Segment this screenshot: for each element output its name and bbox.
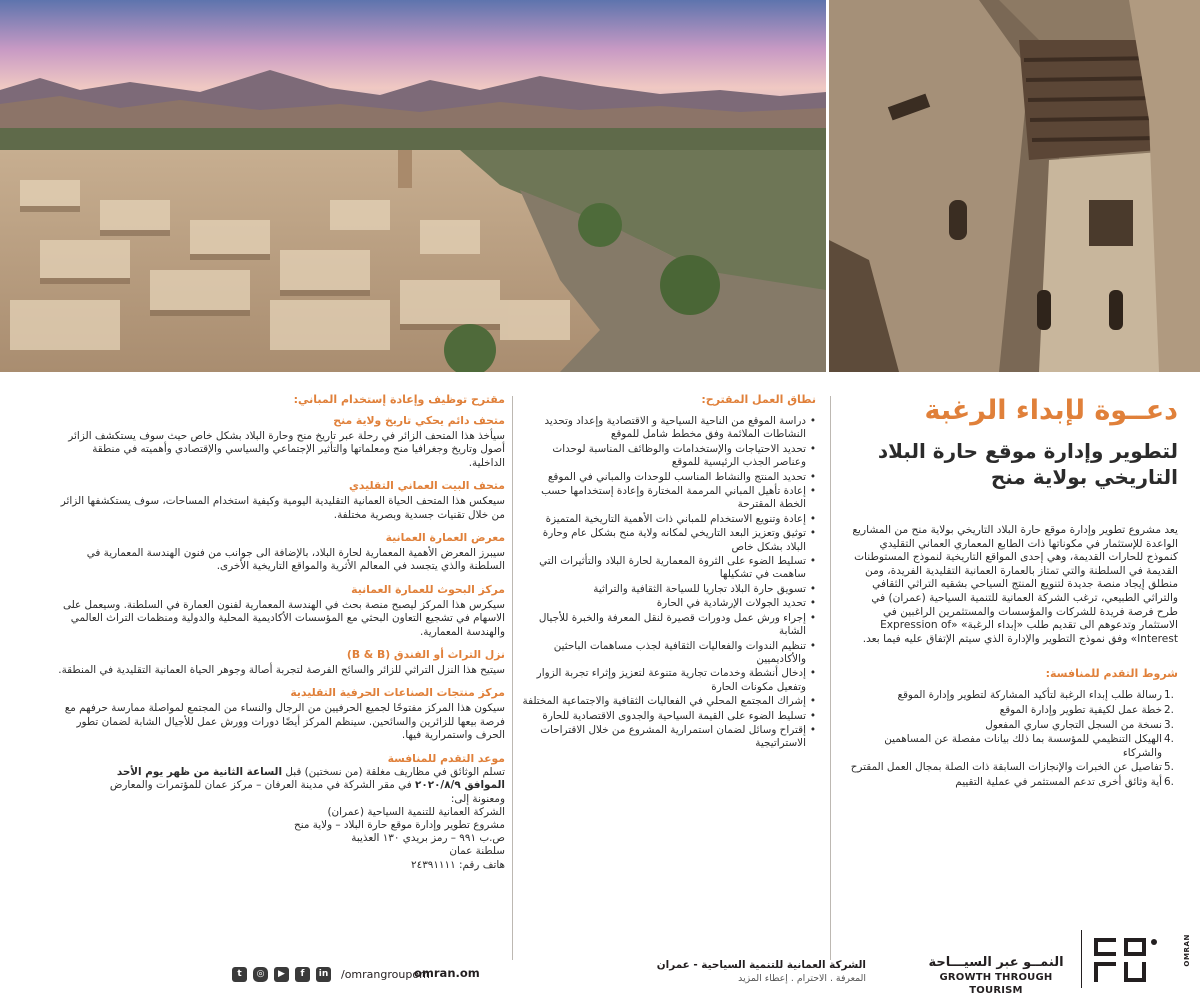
item-text: الهيكل التنظيمي للمؤسسة بما ذلك بيانات مفصلة عن المساهمين والشركاء bbox=[884, 733, 1162, 759]
list-item: • إشراك المجتمع المحلي في الفعاليات الثقافية والاجتماعية المختلفة bbox=[520, 695, 816, 708]
item-number: 4. bbox=[1164, 733, 1174, 746]
reuse-item bbox=[58, 647, 505, 677]
reuse-item bbox=[58, 685, 505, 742]
fort-interior-photo bbox=[829, 0, 1200, 372]
item-number: 2. bbox=[1164, 703, 1174, 716]
deadline-location: في مقر الشركة في مدينة العرفان – مركز عمان للمؤتمرات والمعارض bbox=[109, 779, 416, 792]
reuse-item-title: معرض العمارة العمانية bbox=[385, 531, 505, 545]
reuse-item-title: متحف البيت العماني التقليدي bbox=[348, 479, 505, 493]
list-item bbox=[848, 719, 1178, 733]
list-item: • تسليط الضوء على الثروة المعمارية لحارة البلاد والتأثيرات التي ساهمت في تشكيلها bbox=[520, 555, 816, 582]
column-divider bbox=[830, 396, 831, 960]
item-number: 5. bbox=[1164, 761, 1174, 774]
list-item: • تحديد المنتج والنشاط المناسب للوحدات والمباني في الموقع bbox=[520, 471, 816, 484]
reuse-item-title: متحف دائم يحكي تاريخ ولاية منح bbox=[333, 414, 505, 427]
linkedin-icon[interactable]: in bbox=[316, 967, 331, 982]
list-item: • تسويق حارة البلاد تجاريا للسياحة الثقافية والتراثية bbox=[520, 583, 816, 596]
item-text: نسخة من السجل التجاري ساري المفعول bbox=[985, 718, 1162, 731]
requirements-heading: شروط التقدم للمنافسة: bbox=[1045, 667, 1178, 681]
twitter-icon[interactable]: t bbox=[232, 967, 247, 982]
omran-wordmark bbox=[1183, 934, 1195, 984]
logo-divider bbox=[1081, 930, 1082, 988]
town-landscape-photo bbox=[0, 0, 826, 372]
list-item: • إدخال أنشطة وخدمات تجارية متنوعة لتعزيز وإثراء تجربة الزوار وتفعيل مكونات الحارة bbox=[520, 667, 816, 694]
list-item: • إعادة تأهيل المباني المرممة المختارة وإعادة إستخدامها حسب الخطة المقترحة bbox=[520, 485, 816, 512]
reuse-item-body: سيعكس هذا المتحف الحياة العمانية التقليدية اليومية وكيفية استخدام المساحات، سوف يستكشفها الزائر من خلال تقنيات جسدية وبصرية مختلفة. bbox=[60, 495, 505, 521]
list-item: • دراسة الموقع من الناحية السياحية و الاقتصادية وإعداد وتحديد النشاطات الملائمة وفق مخطط شامل للموقع bbox=[520, 415, 816, 442]
omran-wordmark-text: OMRAN bbox=[1183, 934, 1191, 967]
deadline-date: الموافق ٢٠٢٠/٨/٩ bbox=[415, 779, 505, 792]
facebook-icon[interactable]: f bbox=[295, 967, 310, 982]
scope-heading: نطاق العمل المقترح: bbox=[701, 393, 816, 406]
list-item bbox=[848, 689, 1178, 703]
omran-logo bbox=[1088, 932, 1178, 988]
company-block bbox=[606, 958, 866, 985]
list-item bbox=[848, 776, 1178, 790]
list-item: • إقتراح وسائل لضمان استمرارية المشروع من خلال الاقتراحات الاستراتيجية bbox=[520, 724, 816, 751]
country: سلطنة عمان bbox=[449, 845, 505, 858]
list-item: • تحديد الجولات الإرشادية في الحارة bbox=[520, 597, 816, 610]
page-title: دعــوة لإبداء الرغبة bbox=[924, 395, 1178, 426]
reuse-item-title: مركز البحوث للعمارة العمانية bbox=[351, 582, 505, 596]
phone: هاتف رقم: ٢٤٣٩١١١١ bbox=[411, 858, 505, 871]
item-number: 6. bbox=[1164, 775, 1174, 788]
reuse-item-title: نزل التراث أو الفندق (B & B) bbox=[346, 648, 505, 662]
reuse-item bbox=[58, 413, 505, 470]
slogan-english: GROWTH THROUGH TOURISM bbox=[939, 972, 1053, 996]
website-link[interactable]: omran.om bbox=[414, 966, 480, 980]
reuse-item-body: سيكرس هذا المركز ليصبح منصة بحث في الهندسة المعمارية لفنون العمارة في السلطنة. وسيعمل على الاسهام في تشجيع التعاون البحثي مع المؤسسات الأكاديمية المحلية والدولية ومنظمات التراث العالمي والهندسة المعمارية. bbox=[62, 598, 505, 638]
slogan bbox=[918, 955, 1074, 997]
reuse-item-body: سيتيح هذا النزل التراثي للزائر والسائح الفرصة لتجربة أصالة وجوهر الحياة العمانية التقليدية في المنطقة. bbox=[58, 664, 505, 677]
list-item bbox=[848, 733, 1178, 760]
reuse-heading: مقترح توظيف وإعادة إستخدام المباني: bbox=[293, 393, 505, 406]
item-number: 1. bbox=[1164, 689, 1174, 702]
scope-list bbox=[520, 415, 816, 751]
deadline-time: الساعة الثانية من ظهر يوم الأحد bbox=[116, 765, 283, 778]
youtube-icon[interactable]: ▶ bbox=[274, 967, 289, 982]
reuse-item-body: سيبرز المعرض الأهمية المعمارية لحارة البلاد، بالإضافة الى جوانب من فنون الهندسة المعمارية في السلطنة والذي يتجسد في المعالم الأثرية والمواقع التاريخية الأخرى. bbox=[86, 547, 505, 573]
list-item: • إعادة وتنويع الاستخدام للمباني ذات الأهمية التاريخية المتميزة bbox=[520, 513, 816, 526]
reuse-column bbox=[58, 392, 505, 872]
social-handle[interactable]: /omrangroupom bbox=[341, 967, 430, 981]
item-text: تفاصيل عن الخبرات والإنجازات السابقة ذات الصلة بمجال العمل المقترح bbox=[850, 761, 1162, 774]
social-links bbox=[232, 966, 430, 982]
deadline-line bbox=[58, 779, 505, 792]
reuse-item-body: سيكون هذا المركز مفتوحًا لجميع الحرفيين من الرجال والنساء من المجتمع لمواصلة ممارسة حرفهم مع فرصة بيعها للزائرين والسائحين. سينظم المركز أيضًا دورات وورش عمل للأجيال الشابة لضمان تطور الحرف واستمرارية فيها. bbox=[64, 702, 505, 742]
deadline-line bbox=[58, 766, 505, 779]
reuse-item bbox=[58, 582, 505, 639]
deadline-heading: موعد التقدم للمنافسة bbox=[387, 751, 505, 765]
list-item: • تحديد الاحتياجات والإستخدامات والوظائف المناسبة لوحدات وعناصر الجذب الرئيسية للموقع bbox=[520, 443, 816, 470]
intro-paragraph: يعد مشروع تطوير وإدارة موقع حارة البلاد التاريخي بولاية منح من المشاريع الواعدة للإستثمار في مكوناتها ذات الطابع المعماري العماني التقليدي كنموذج للحارات القديمة، وهي إحدى المواقع التاريخية لنموذج المستوطنات القديمة في السلطنة والتي تمتاز بالعمارة العمانية التقليدية الفريدة، ومن منطلق إيجاد منصة جديدة لتنويع المنتج السياحي بشقيه التراثي الثقافي والتراثي الطبيعي، ترغب الشركة العمانية للتنمية السياحية (عمران) في طرح فرصة فريدة للشركات والمؤسسات والمستثمرين الراغبين في الاستثمار وتدعوهم الى تقديم طلب «إبداء الرغبة» «Expression of Interest» وفق نموذج التطوير والإدارة الذي سيتم الإتفاق عليه فيما بعد. bbox=[852, 524, 1178, 645]
recipient-name: الشركة العمانية للتنمية السياحية (عمران) bbox=[327, 805, 505, 818]
list-item: • تنظيم الندوات والفعاليات الثقافية لجذب مساهمات الباحثين والأكاديميين bbox=[520, 640, 816, 667]
instagram-icon[interactable]: ◎ bbox=[253, 967, 268, 982]
list-item: • توثيق وتعزيز البعد التاريخي لمكانه ولاية منح بشكل عام وحارة البلاد بشكل خاص bbox=[520, 527, 816, 554]
addressed-to: ومعنونة إلى: bbox=[450, 792, 505, 805]
item-text: رسالة طلب إبداء الرغبة لتأكيد المشاركة لتطوير وإدارة الموقع bbox=[897, 689, 1162, 702]
list-item: • إجراء ورش عمل ودورات قصيرة لنقل المعرفة والخبرة للأجيال الشابة bbox=[520, 612, 816, 639]
list-item bbox=[848, 761, 1178, 775]
item-text: خطة عمل لكيفية تطوير وإدارة الموقع bbox=[999, 703, 1162, 716]
list-item bbox=[848, 704, 1178, 718]
deadline-text: تسلم الوثائق في مظاريف مغلقة (من نسختين) قبل bbox=[282, 765, 505, 778]
project-line: مشروع تطوير وإدارة موقع حارة البلاد – ولاية منح bbox=[293, 818, 505, 831]
company-name: الشركة العمانية للتنمية السياحية - عمران bbox=[656, 959, 866, 971]
intro-column bbox=[848, 392, 1178, 791]
slogan-arabic: النمــو عبر السيـــاحة bbox=[928, 955, 1064, 970]
po-box: ص.ب ٩٩١ – رمز بريدي ١٣٠ العذيبة bbox=[351, 832, 505, 845]
column-divider bbox=[512, 396, 513, 960]
scope-column bbox=[520, 392, 816, 752]
page-subtitle: لتطوير وإدارة موقع حارة البلاد التاريخي بولاية منح bbox=[877, 439, 1178, 489]
requirements-list bbox=[848, 689, 1178, 789]
item-number: 3. bbox=[1164, 718, 1174, 731]
company-values: المعرفة . الاحترام . إعطاء المزيد bbox=[738, 973, 866, 984]
reuse-item-body: سيأخذ هذا المتحف الزائر في رحلة عبر تاريخ منح وحارة البلاد بشكل خاص حيث سوف يستكشف الزائر أصول وتاريخ وجغرافيا منح ومعلماتها والتأثير الإجتماعي والسياسي والإقتصادي وأهميته في منطقة الداخلية. bbox=[68, 430, 505, 469]
reuse-item-title: مركز منتجات الصناعات الحرفية التقليدية bbox=[290, 686, 505, 700]
item-text: أية وثائق أخرى تدعم المستثمر في عملية التقييم bbox=[955, 775, 1162, 788]
reuse-item bbox=[58, 478, 505, 522]
list-item: • تسليط الضوء على القيمة السياحية والجدوى الاقتصادية للحارة bbox=[520, 710, 816, 723]
reuse-item bbox=[58, 530, 505, 574]
